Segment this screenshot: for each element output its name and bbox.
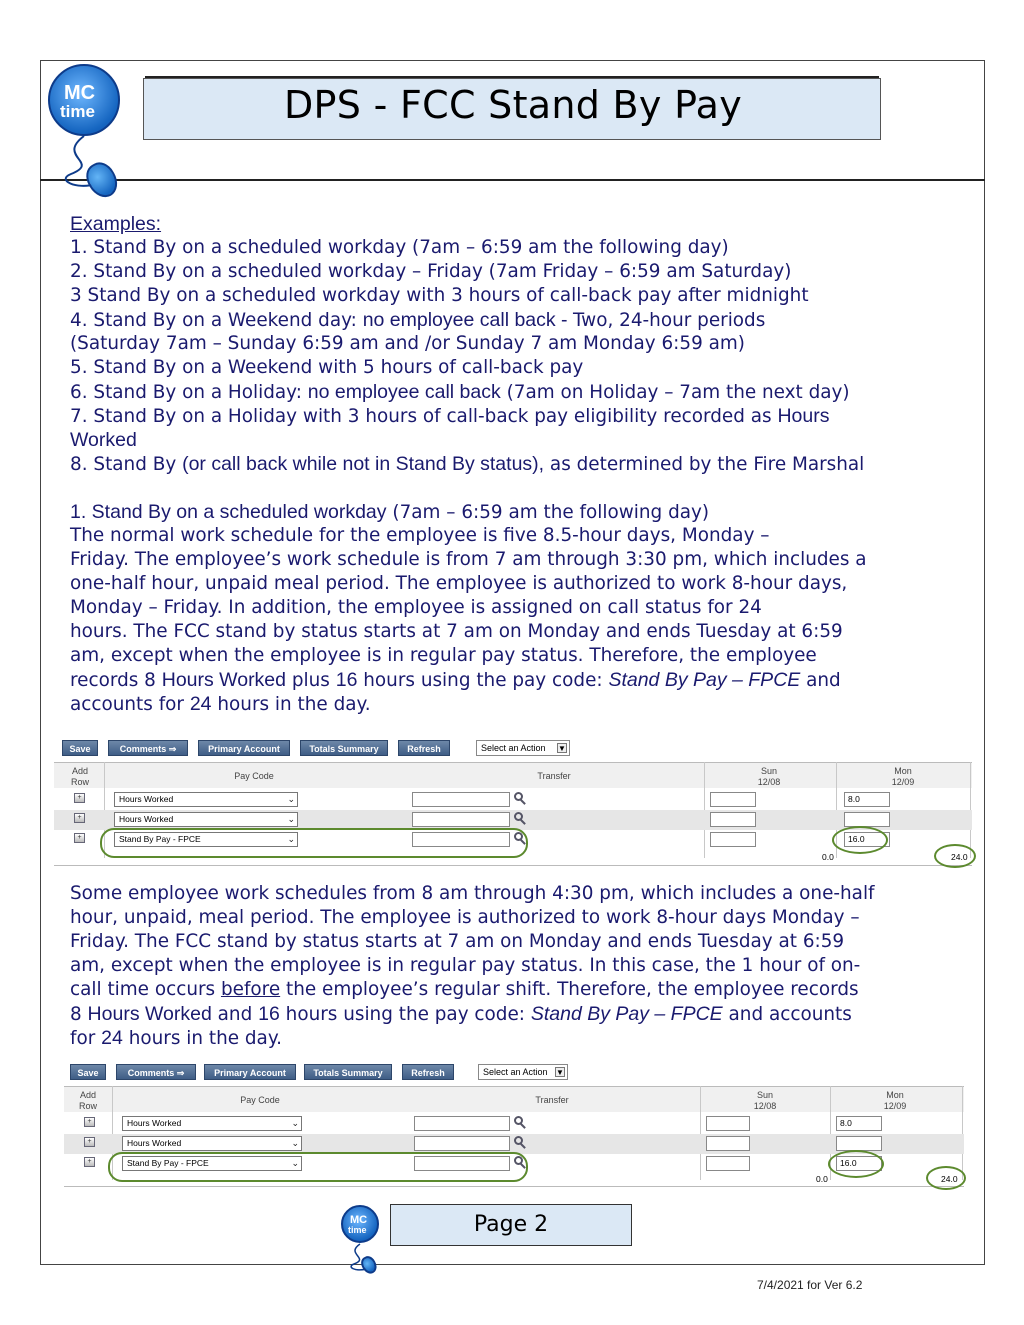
sun-hours-input[interactable] [710, 792, 756, 807]
title-banner [143, 78, 881, 140]
example-line-6: 6. Stand By on a Holiday: no employee call back (7am on Holiday – 7am the next day) [70, 381, 850, 403]
action-select[interactable]: Select an Action ▼ [476, 740, 570, 756]
col-pay-code: Pay Code [234, 771, 274, 781]
total-sun: 0.0 [816, 1174, 828, 1184]
timecard-grid [64, 1086, 964, 1112]
add-row-icon[interactable]: + [74, 833, 85, 843]
transfer-input[interactable] [414, 1136, 510, 1151]
chevron-down-icon: ⌄ [291, 1118, 299, 1128]
chevron-down-icon: ▼ [558, 744, 566, 753]
col-transfer: Transfer [537, 771, 571, 781]
page-number: Page 2 [390, 1204, 632, 1246]
col-pay-code: Pay Code [240, 1095, 280, 1105]
comments-button[interactable]: Comments ⇒ [108, 740, 188, 756]
clock-icon: MC time [341, 1205, 379, 1243]
chevron-down-icon: ▼ [556, 1068, 564, 1077]
table-row [64, 1134, 964, 1154]
pay-code-select[interactable]: Stand By Pay - FPCE ⌄ [114, 832, 298, 847]
section1-line-1: The normal work schedule for the employee is five 8.5-hour days, Monday – [70, 525, 770, 546]
timecard-2 [64, 1064, 966, 1192]
transfer-input[interactable] [412, 812, 510, 827]
section2-line-4: am, except when the employee is in regular pay status. In this case, the 1 hour of on- [70, 955, 861, 976]
chevron-down-icon: ⌄ [287, 834, 295, 844]
mon-hours-input[interactable]: 8.0 [836, 1116, 882, 1131]
add-row-icon[interactable]: + [74, 793, 85, 803]
totals-summary-button[interactable]: Totals Summary [304, 1064, 392, 1080]
pay-code-select[interactable]: Hours Worked ⌄ [114, 812, 298, 827]
sun-hours-input[interactable] [706, 1156, 750, 1171]
totals-summary-button[interactable]: Totals Summary [300, 740, 388, 756]
save-button[interactable]: Save [62, 740, 98, 756]
section1-line-3: one-half hour, unpaid meal period. The employee is authorized to work 8-hour days, [70, 573, 848, 594]
section1-line-4: Monday – Friday. In addition, the employee is assigned on call status for 24 [70, 597, 762, 618]
section1-line-6: am, except when the employee is in regular pay status. Therefore, the employee [70, 645, 817, 666]
add-row-icon[interactable]: + [84, 1157, 95, 1167]
page-title: DPS - FCC Stand By Pay [284, 83, 742, 127]
section2-line-7: for 24 hours in the day. [70, 1027, 282, 1049]
section1-line-8: accounts for 24 hours in the day. [70, 693, 371, 715]
total-sun: 0.0 [822, 852, 834, 862]
action-select[interactable]: Select an Action ▼ [478, 1064, 568, 1080]
mon-hours-input[interactable]: 8.0 [844, 792, 890, 807]
mon-hours-input[interactable] [844, 812, 890, 827]
comments-button[interactable]: Comments ⇒ [116, 1064, 196, 1080]
transfer-input[interactable] [414, 1116, 510, 1131]
clock-icon: MC time [48, 64, 120, 136]
table-row [64, 1114, 964, 1134]
highlight-total-24 [926, 1166, 966, 1190]
section2-line-3: Friday. The FCC stand by status starts at 7 am on Monday and ends Tuesday at 6:59 [70, 931, 845, 952]
mctime-logo-small [340, 1204, 384, 1274]
refresh-button[interactable]: Refresh [402, 1064, 454, 1080]
example-line-8: 8. Stand By (or call back while not in Stand By status), as determined by the Fire Marshal [70, 453, 865, 475]
search-icon[interactable] [514, 1116, 523, 1125]
footer-date-version: 7/4/2021 for Ver 6.2 [757, 1278, 863, 1292]
chevron-down-icon: ⌄ [291, 1138, 299, 1148]
table-row [54, 790, 972, 810]
search-icon[interactable] [514, 1136, 523, 1145]
table-row [54, 810, 972, 830]
col-mon: Mon 12/09 [891, 766, 915, 787]
example-line-4-cont: (Saturday 7am – Sunday 6:59 am and /or Sunday 7 am Monday 6:59 am) [70, 333, 745, 354]
example-line-2: 2. Stand By on a scheduled workday – Friday (7am Friday – 6:59 am Saturday) [70, 261, 792, 282]
example-line-4: 4. Stand By on a Weekend day: no employee call back - Two, 24-hour periods [70, 309, 766, 331]
pay-code-select[interactable]: Hours Worked ⌄ [122, 1116, 302, 1131]
sun-hours-input[interactable] [706, 1136, 750, 1151]
col-add-row: Add Row [70, 766, 89, 787]
mon-hours-input[interactable]: 16.0 [836, 1156, 882, 1171]
primary-account-button[interactable]: Primary Account [204, 1064, 296, 1080]
example-line-7: 7. Stand By on a Holiday with 3 hours of call-back pay eligibility recorded as Hours [70, 405, 830, 427]
add-row-icon[interactable]: + [84, 1137, 95, 1147]
section1-line-7: records 8 Hours Worked plus 16 hours using the pay code: Stand By Pay – FPCE and [70, 669, 841, 691]
search-icon[interactable] [514, 792, 523, 801]
highlight-stand-by-row [100, 828, 528, 858]
pay-code-select[interactable]: Hours Worked ⌄ [114, 792, 298, 807]
mon-hours-input[interactable] [836, 1136, 882, 1151]
timecard-grid [54, 762, 972, 788]
section2-line-2: hour, unpaid, meal period. The employee is authorized to work 8-hour days Monday – [70, 907, 860, 928]
col-transfer: Transfer [535, 1095, 569, 1105]
pay-code-select[interactable]: Hours Worked ⌄ [122, 1136, 302, 1151]
refresh-button[interactable]: Refresh [398, 740, 450, 756]
chevron-down-icon: ⌄ [291, 1158, 299, 1168]
highlight-mon-16 [828, 1150, 884, 1178]
highlight-total-24 [934, 844, 976, 868]
highlight-stand-by-row [108, 1152, 528, 1182]
mctime-logo [46, 62, 126, 192]
section1-heading: 1. Stand By on a scheduled workday (7am – 6:59 am the following day) [70, 501, 710, 523]
save-button[interactable]: Save [70, 1064, 106, 1080]
section2-line-6: 8 Hours Worked and 16 hours using the pay code: Stand By Pay – FPCE and accounts [70, 1003, 852, 1025]
col-mon: Mon 12/09 [883, 1090, 907, 1111]
mon-hours-input[interactable]: 16.0 [844, 832, 890, 847]
examples-heading: Examples: [70, 213, 162, 235]
col-sun: Sun 12/08 [757, 766, 781, 787]
section2-line-1: Some employee work schedules from 8 am through 4:30 pm, which includes a one-half [70, 883, 875, 904]
total-mon: 24.0 [941, 1174, 958, 1184]
header-divider [40, 179, 985, 181]
add-row-icon[interactable]: + [74, 813, 85, 823]
add-row-icon[interactable]: + [84, 1117, 95, 1127]
section2-line-5: call time occurs before the employee’s regular shift. Therefore, the employee records [70, 979, 859, 1000]
sun-hours-input[interactable] [706, 1116, 750, 1131]
chevron-down-icon: ⌄ [287, 794, 295, 804]
pay-code-select[interactable]: Stand By Pay - FPCE ⌄ [122, 1156, 302, 1171]
section1-line-2: Friday. The employee’s work schedule is from 7 am through 3:30 pm, which includes a [70, 549, 867, 570]
example-line-7-cont: Worked [70, 429, 137, 451]
sun-hours-input[interactable] [710, 812, 756, 827]
col-sun: Sun 12/08 [753, 1090, 777, 1111]
sun-hours-input[interactable] [710, 832, 756, 847]
example-line-5: 5. Stand By on a Weekend with 5 hours of call-back pay [70, 357, 584, 378]
timecard-1 [54, 740, 976, 870]
search-icon[interactable] [514, 812, 523, 821]
primary-account-button[interactable]: Primary Account [198, 740, 290, 756]
section1-line-5: hours. The FCC stand by status starts at 7 am on Monday and ends Tuesday at 6:59 [70, 621, 843, 642]
col-add-row: Add Row [78, 1090, 97, 1111]
example-line-3: 3 Stand By on a scheduled workday with 3 hours of call-back pay after midnight [70, 285, 809, 306]
chevron-down-icon: ⌄ [287, 814, 295, 824]
example-line-1: 1. Stand By on a scheduled workday (7am – 6:59 am the following day) [70, 237, 729, 258]
total-mon: 24.0 [951, 852, 968, 862]
highlight-mon-16 [832, 826, 888, 854]
transfer-input[interactable] [412, 792, 510, 807]
